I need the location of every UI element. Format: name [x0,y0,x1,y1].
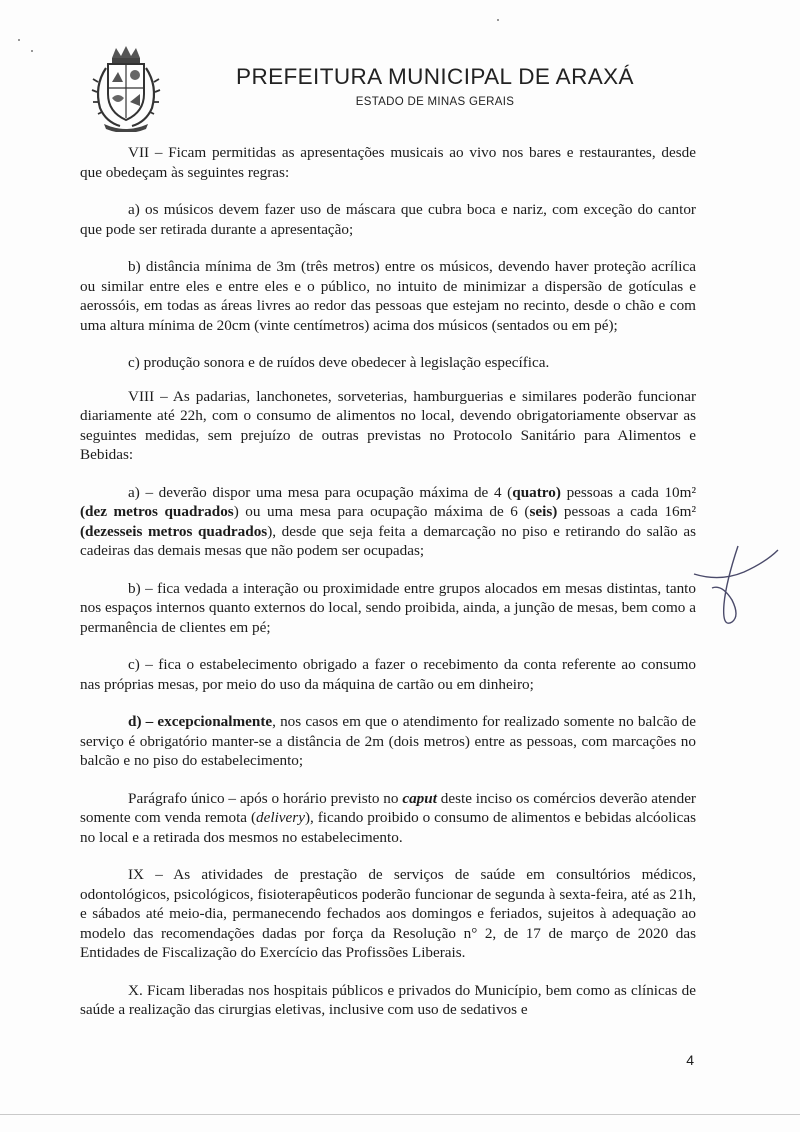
page-header-title: PREFEITURA MUNICIPAL DE ARAXÁ [236,64,634,89]
bold-run: d) – excepcionalmente [128,713,273,730]
handwritten-signature-icon [692,542,782,642]
paragraph-viii-a [80,483,696,561]
text-run: , nos casos em que o atendimento for realizado somente no balcão de serviço é obrigatório manter-se a distância de 2m (dois metros) entre as pessoas, com marcações no balcão e no piso do estabelecimento; [80,713,697,769]
bold-run: seis) [529,503,558,520]
text-run: pessoas a cada 10m² [560,483,697,501]
document-body [80,143,696,1038]
page-number: 4 [686,1052,694,1068]
paragraph-viii-sole [80,789,696,848]
paragraph-vii-a: a) os músicos devem fazer uso de máscara que cubra boca e nariz, com exceção do cantor que pode ser retirada durante a apresentação; [80,201,696,238]
paragraph-ix: IX – As atividades de prestação de serviços de saúde em consultórios médicos, odontológicos, psicológicos, fisioterapêuticos poderão funcionar de segunda à sexta-feira, até as 21h, e sábados até meio-dia, permanecendo fechados aos domingos e feriados, sujeitos à adequação ao modelo das recomendações dadas por força da Resolução n° 2, de 17 de março de 2020 das Entidades de Fiscalização do Exercício das Profissões Liberais. [80,866,696,961]
paragraph-viii-c: c) – fica o estabelecimento obrigado a fazer o recebimento da conta referente ao consumo nas próprias mesas, por meio do uso da máquina de cartão ou em dinheiro; [80,656,696,693]
bold-italic-run: caput [402,789,437,807]
scan-speck [497,19,499,21]
paragraph-vii-b: b) distância mínima de 3m (três metros) entre os músicos, devendo haver proteção acrílica ou similar entre eles e entre eles e o público, no intuito de minimizar a dispersão de gotículas e aerossóis, em todas as áreas livres ao redor das pessoas que estejam no recinto, desde o chão e com uma altura mínima de 20cm (vinte centímetros) acima dos músicos (sentados ou em pé); [80,258,696,334]
text-run: a) – deverão dispor uma mesa para ocupação máxima de 4 ( [128,483,513,501]
paragraph-viii: VIII – As padarias, lanchonetes, sorveterias, hamburguerias e similares poderão funcionar diariamente até 22h, com o consumo de alimentos no local, devendo obrigatoriamente observar as seguintes medidas, sem prejuízo de outras previstas no Protocolo Sanitário para Alimentos e Bebidas: [80,387,696,463]
scan-speck [31,50,33,52]
municipal-coat-of-arms-icon [90,42,162,132]
paragraph-vii-c: c) produção sonora e de ruídos deve obedecer à legislação específica. [128,354,550,371]
page-header-subtitle: ESTADO DE MINAS GERAIS [355,96,515,108]
paragraph-vii: VII – Ficam permitidas as apresentações musicais ao vivo nos bares e restaurantes, desde que obedeçam às seguintes regras: [80,144,696,181]
text-run: ), desde que seja feita a demarcação no piso e retirando do salão as cadeiras das demais mesas que não podem ser ocupadas; [80,522,696,559]
text-run: pessoas a cada 16m² [557,503,696,520]
paragraph-viii-b: b) – fica vedada a interação ou proximidade entre grupos alocados em mesas distintas, tanto nos espaços internos quanto externos do local, sendo proibida, ainda, a junção de mesas, bem como a permanência de clientes em pé; [80,579,696,636]
text-run: ), ficando proibido o consumo de alimentos e bebidas alcóolicas no local e a retirada dos mesmos no estabelecimento. [80,809,696,846]
text-run: ) ou uma mesa para ocupação máxima de 6 ( [233,503,530,520]
text-run: Parágrafo único – após o horário previsto no [128,789,403,807]
bold-run: (dezesseis metros quadrados [80,522,268,540]
bold-run: quatro) [512,483,561,501]
italic-run: delivery [256,809,305,826]
scan-speck [18,39,20,41]
text-run: deste inciso os comércios deverão atender somente com venda remota ( [80,789,696,826]
footer-divider [0,1114,800,1115]
bold-run: (dez metros quadrados [80,503,234,520]
paragraph-viii-d [80,712,696,771]
paragraph-x: X. Ficam liberadas nos hospitais públicos e privados do Município, bem como as clínicas de saúde a realização das cirurgias eletivas, inclusive com uso de sedativos e [80,981,696,1018]
